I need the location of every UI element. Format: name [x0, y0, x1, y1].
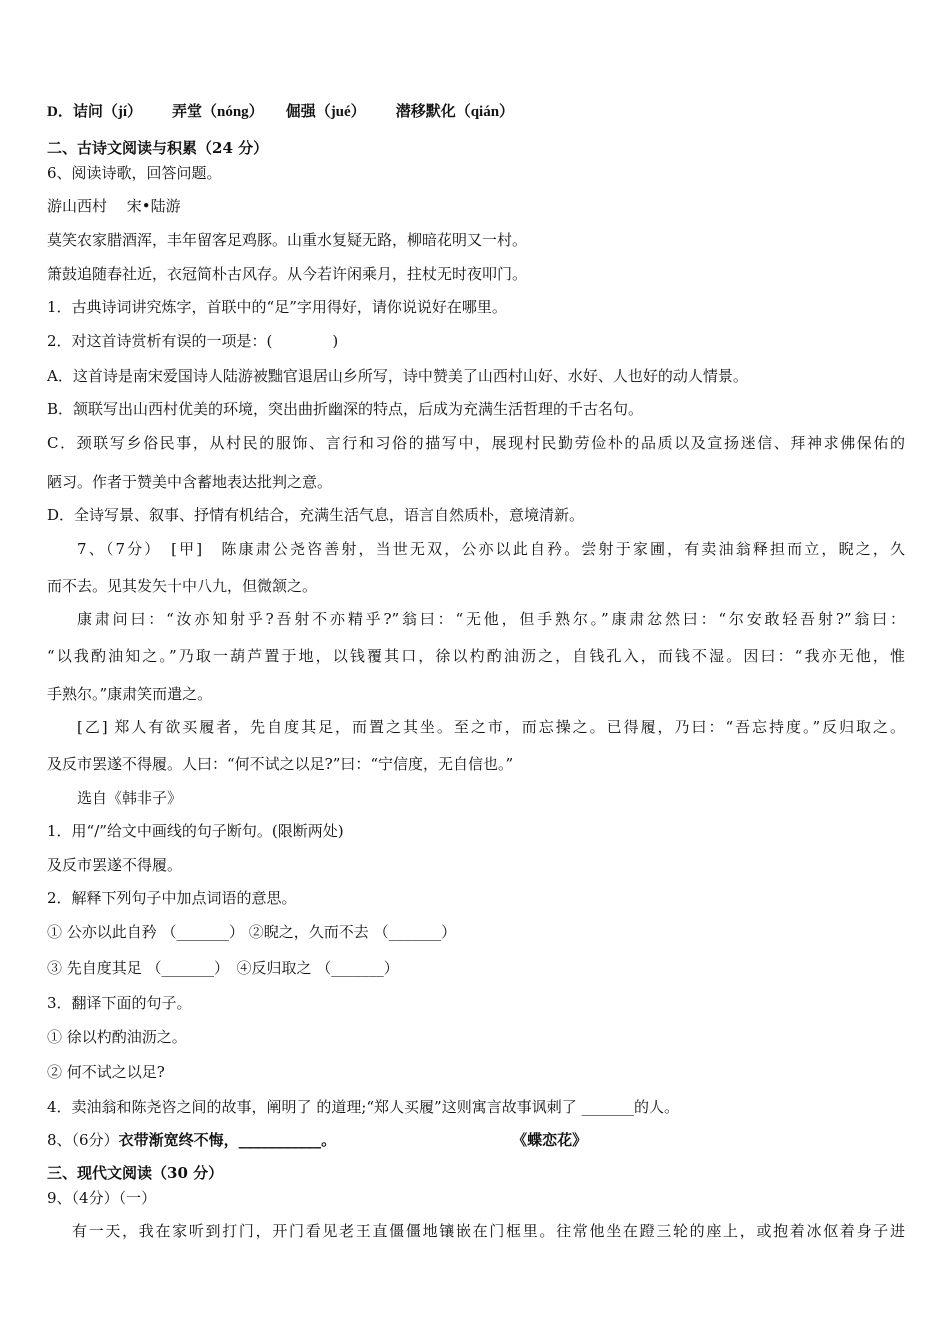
q7-sub-3: 3．翻译下面的句子。: [47, 994, 192, 1012]
poem-line-2: 箫鼓追随春社近，衣冠简朴古风存。从今若许闲乘月，拄杖无时夜叩门。: [47, 265, 528, 283]
q7-sub-4: 4．卖油翁和陈尧咨之间的故事，阐明了 的道理;“郑人买履”这则寓言故事讽刺了 _______的人。: [47, 1098, 679, 1116]
q7-passage-yi-cont: 及反市罢遂不得履。人曰：“何不试之以足?”曰：“宁信度，无自信也。”: [47, 755, 514, 773]
q6-sub-1: 1．古典诗词讲究炼字，首联中的“足”字用得好，请你说说好在哪里。: [47, 298, 507, 316]
q6-option-c: C．颈联写乡俗民事，从村民的服饰、言行和习俗的描写中，展现村民勤劳俭朴的品质以及宣扬迷信、拜神求佛保佑的: [47, 434, 905, 452]
q7-passage-para-2-end: 手熟尔。”康肃笑而遣之。: [47, 685, 213, 703]
option-d-item-4: 潜移默化（qián）: [395, 104, 515, 120]
q8-label: 8、（6分）: [47, 1131, 119, 1149]
option-d-line: [47, 102, 514, 122]
q7-passage-yi: [乙] 郑人有欲买履者，先自度其足，而置之其坐。至之市，而忘操之。已得履，乃曰：“吾忘持度。”反归取之。: [77, 718, 905, 736]
q7-passage-para-2-cont: “以我酌油知之。”乃取一葫芦置于地，以钱覆其口，徐以杓酌油沥之，自钱孔入，而钱不湿。因曰：“我亦无他，惟: [47, 647, 905, 665]
q7-sub-3-item-1: ① 徐以杓酌油沥之。: [47, 1028, 187, 1046]
q6-option-d: D．全诗写景、叙事、抒情有机结合，充满生活气息，语言自然质朴，意境清新。: [47, 506, 585, 524]
q7-passage-para-2: 康肃问曰：“汝亦知射乎?吾射不亦精乎?”翁曰：“无他，但手熟尔。”康肃忿然曰：“尔安敢轻吾射?”翁曰：: [77, 610, 905, 628]
question-6-prompt: 6、阅读诗歌，回答问题。: [47, 164, 222, 182]
q9-passage-line-1: 有一天，我在家听到打门，开门看见老王直僵僵地镶嵌在门框里。往常他坐在蹬三轮的座上，或抱着冰伛着身子进: [72, 1222, 905, 1240]
q6-option-c-cont: 陋习。作者于赞美中含蓄地表达批判之意。: [47, 473, 333, 491]
q7-sub-1-sentence: 及反市罢遂不得履。: [47, 856, 183, 874]
poem-title: 游山西村 宋•陆游: [47, 197, 181, 215]
q6-sub-2: 2．对这首诗赏析有误的一项是：( ): [47, 332, 339, 350]
q7-sub-2-items-2: ③ 先自度其足 （_______） ④反归取之 （_______）: [47, 959, 399, 977]
q6-option-b: B．颔联写出山西村优美的环境，突出曲折幽深的特点，后成为充满生活哲理的千古名句。: [47, 400, 644, 418]
section-heading-2: 二、古诗文阅读与积累（24 分）: [47, 139, 269, 157]
q6-option-a: A．这首诗是南宋爱国诗人陆游被黜官退居山乡所写，诗中赞美了山西村山好、水好、人也好的动人情景。: [47, 367, 748, 385]
section-heading-3: 三、现代文阅读（30 分）: [47, 1164, 224, 1182]
option-d-item-3: 倔强（jué）: [285, 104, 366, 120]
q7-source: 选自《韩非子》: [77, 789, 183, 807]
q7-sub-2-items-1: ① 公亦以此自矜 （_______） ②睨之，久而不去 （_______）: [47, 923, 457, 941]
q8-source: 《蝶恋花》: [512, 1131, 588, 1149]
poem-line-1: 莫笑农家腊酒浑，丰年留客足鸡豚。山重水复疑无路，柳暗花明又一村。: [47, 231, 528, 249]
q7-sub-2: 2．解释下列句子中加点词语的意思。: [47, 889, 297, 907]
q7-sub-3-item-2: ② 何不试之以足?: [47, 1063, 165, 1081]
q7-sub-1: 1．用“/”给文中画线的句子断句。(限断两处): [47, 822, 344, 840]
q8-verse: 衣带渐宽终不悔，___________。: [118, 1131, 337, 1149]
question-9-prompt: 9、（4分）（一）: [47, 1189, 157, 1207]
q7-passage-jia-cont: 而不去。见其发矢十中八九，但微颔之。: [47, 577, 318, 595]
question-8-line: [47, 1130, 587, 1150]
q7-passage-jia: 7、（7分） [甲] 陈康肃公尧咨善射，当世无双，公亦以此自矜。尝射于家圃，有卖油翁释担而立，睨之，久: [77, 540, 905, 558]
option-d-item-2: 弄堂（nóng）: [172, 104, 264, 120]
option-d-item-1: D．诘问（jí）: [47, 104, 142, 120]
